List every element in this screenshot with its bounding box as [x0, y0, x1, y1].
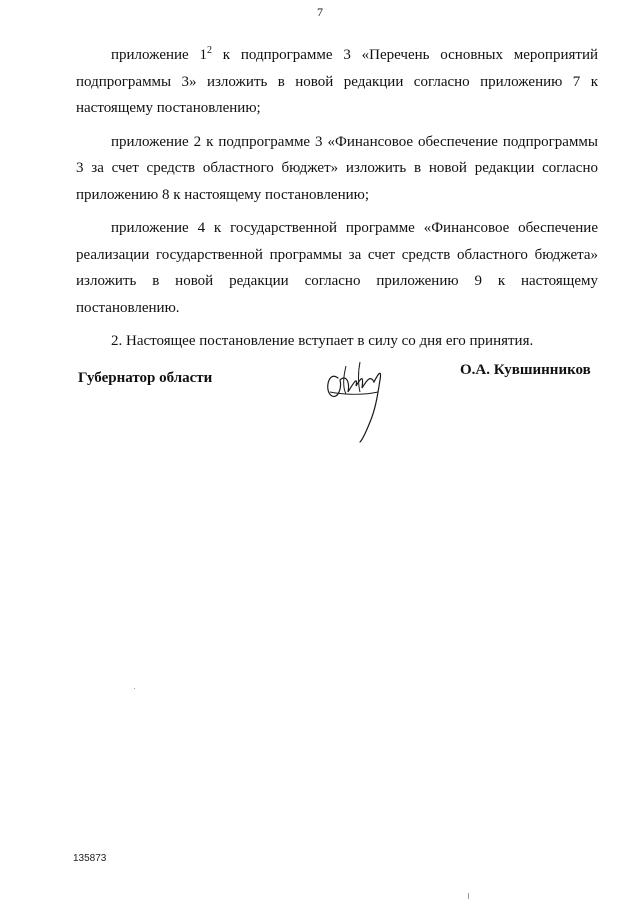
page-number: 7 — [317, 5, 323, 19]
paragraph-1: приложение $1^2$ к подпрограмме 3 «Перечень основных мероприятий подпрограммы 3» изложить в новой редакции согласно приложению 7 к настоящему постановлению; — [76, 45, 598, 116]
scan-speck — [134, 688, 135, 689]
document-body — [76, 42, 598, 362]
document-id: 135873 — [73, 853, 107, 864]
superscript: 2 — [207, 45, 212, 56]
paragraph-2: приложение 2 к подпрограмме 3 «Финансовое обеспечение подпрограммы 3 за счет средств областного бюджет» изложить в новой редакции согласно приложению 8 к настоящему постановлению; — [76, 133, 598, 203]
scan-speck — [468, 893, 469, 899]
signatory-name: О.А. Кувшинников — [460, 362, 591, 378]
handwritten-signature — [320, 352, 400, 444]
signatory-position: Губернатор области — [78, 370, 213, 386]
paragraph-4: 2. Настоящее постановление вступает в силу со дня его принятия. — [111, 333, 534, 349]
paragraph-3: приложение 4 к государственной программе «Финансовое обеспечение реализации государственной программы за счет средств областного бюджета» изложить в новой редакции согласно приложению 9 к настоящему постановлению. — [76, 220, 598, 316]
